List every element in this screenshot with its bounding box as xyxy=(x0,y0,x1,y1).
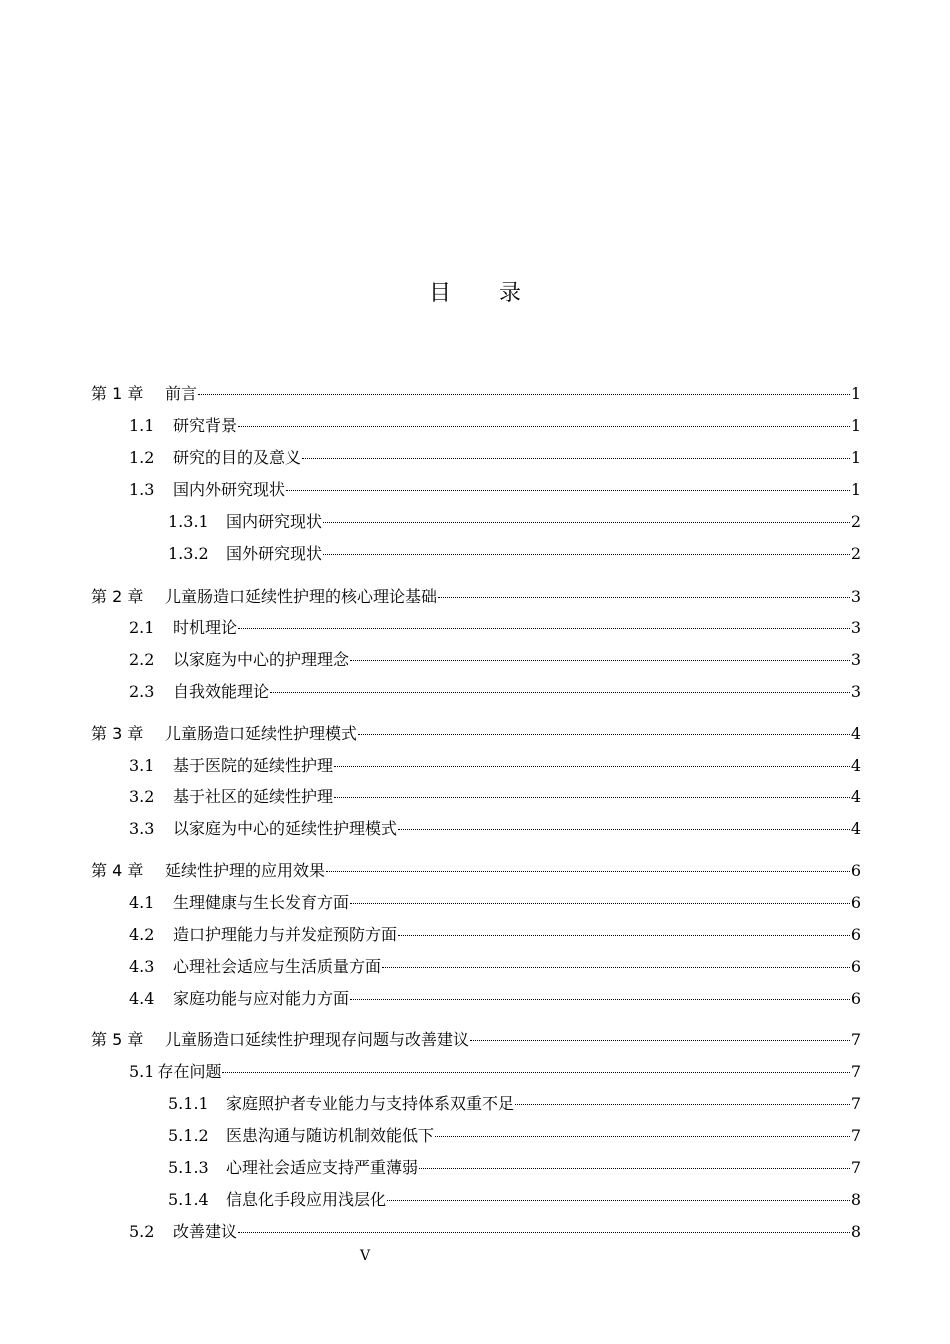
toc-entry-number: 4.4 xyxy=(129,989,155,1008)
toc-entry-number: 2.3 xyxy=(129,682,155,701)
toc-entry-title: 家庭照护者专业能力与支持体系双重不足 xyxy=(226,1094,515,1113)
dot-leader xyxy=(302,458,850,459)
toc-entry-number: 第 4 章 xyxy=(91,861,144,880)
toc-entry-number: 4.2 xyxy=(129,925,155,944)
dot-leader xyxy=(398,935,850,936)
toc-entry-number: 2.1 xyxy=(129,618,155,637)
toc-entry-page: 1 xyxy=(850,480,861,499)
toc-entry-title: 生理健康与生长发育方面 xyxy=(173,893,350,912)
toc-entry-page: 1 xyxy=(850,384,861,403)
toc-entry-number: 第 5 章 xyxy=(91,1030,144,1049)
toc-entry-title: 家庭功能与应对能力方面 xyxy=(173,989,350,1008)
toc-entry-page: 1 xyxy=(850,448,861,467)
page-number-footer: V xyxy=(359,1248,371,1264)
toc-entry-number: 5.1.3 xyxy=(168,1158,209,1177)
toc-entry-title: 国外研究现状 xyxy=(226,544,323,563)
toc-entry-number: 3.1 xyxy=(129,756,155,775)
toc-entry-ch3[interactable] xyxy=(91,722,861,746)
dot-leader xyxy=(435,1136,850,1137)
toc-entry-number: 3.3 xyxy=(129,819,155,838)
toc-entry-ch5[interactable] xyxy=(91,1028,861,1052)
toc-entry-title: 儿童肠造口延续性护理现存问题与改善建议 xyxy=(165,1030,470,1049)
toc-entry-title: 国内研究现状 xyxy=(226,512,323,531)
dot-leader xyxy=(398,829,850,830)
toc-entry-number: 1.2 xyxy=(129,448,155,467)
toc-entry-1-2[interactable] xyxy=(129,446,861,470)
toc-entry-5-1-4[interactable] xyxy=(168,1188,861,1212)
toc-entry-number: 5.1.4 xyxy=(168,1190,209,1209)
dot-leader xyxy=(238,628,850,629)
toc-entry-number: 5.2 xyxy=(129,1222,155,1241)
toc-entry-title: 研究的目的及意义 xyxy=(173,448,302,467)
toc-entry-number: 5.1 xyxy=(129,1062,155,1081)
toc-entry-page: 7 xyxy=(850,1030,861,1049)
toc-entry-number: 1.3.1 xyxy=(168,512,209,531)
dot-leader xyxy=(419,1168,850,1169)
toc-entry-title: 造口护理能力与并发症预防方面 xyxy=(173,925,398,944)
toc-entry-title: 延续性护理的应用效果 xyxy=(165,861,326,880)
toc-entry-title: 前言 xyxy=(165,384,198,403)
toc-entry-title: 基于医院的延续性护理 xyxy=(173,756,334,775)
toc-entry-page: 6 xyxy=(850,893,861,912)
toc-entry-title: 以家庭为中心的延续性护理模式 xyxy=(173,819,398,838)
toc-entry-ch4[interactable] xyxy=(91,859,861,883)
toc-entry-5-1-3[interactable] xyxy=(168,1156,861,1180)
toc-entry-1-3[interactable] xyxy=(129,478,861,502)
toc-entry-ch2[interactable] xyxy=(91,585,861,609)
dot-leader xyxy=(515,1104,850,1105)
toc-entry-title: 儿童肠造口延续性护理的核心理论基础 xyxy=(165,587,438,606)
toc-entry-page: 3 xyxy=(850,618,861,637)
toc-entry-4-2[interactable] xyxy=(129,923,861,947)
dot-leader xyxy=(326,871,850,872)
toc-heading-right: 录 xyxy=(499,281,522,306)
dot-leader xyxy=(222,1072,849,1073)
toc-entry-title: 医患沟通与随访机制效能低下 xyxy=(226,1126,435,1145)
toc-entry-4-3[interactable] xyxy=(129,955,861,979)
toc-entry-1-1[interactable] xyxy=(129,414,861,438)
toc-entry-page: 4 xyxy=(850,787,861,806)
dot-leader xyxy=(270,692,850,693)
toc-entry-page: 4 xyxy=(850,756,861,775)
toc-heading xyxy=(0,276,950,307)
toc-entry-page: 7 xyxy=(850,1126,861,1145)
toc-entry-page: 6 xyxy=(850,925,861,944)
toc-entry-5-1-2[interactable] xyxy=(168,1124,861,1148)
toc-entry-number: 5.1.1 xyxy=(168,1094,209,1113)
toc-entry-3-1[interactable] xyxy=(129,754,861,778)
toc-entry-title: 改善建议 xyxy=(173,1222,238,1241)
dot-leader xyxy=(350,903,850,904)
dot-leader xyxy=(238,426,850,427)
dot-leader xyxy=(358,734,850,735)
toc-entry-2-1[interactable] xyxy=(129,616,861,640)
toc-entry-1-3-1[interactable] xyxy=(168,510,861,534)
dot-leader xyxy=(438,597,850,598)
dot-leader xyxy=(470,1040,850,1041)
dot-leader xyxy=(323,554,850,555)
toc-entry-number: 1.1 xyxy=(129,416,155,435)
toc-entry-page: 4 xyxy=(850,724,861,743)
toc-entry-page: 2 xyxy=(850,512,861,531)
toc-entry-title: 心理社会适应与生活质量方面 xyxy=(173,957,382,976)
toc-entry-ch1[interactable] xyxy=(91,382,861,406)
toc-entry-5-2[interactable] xyxy=(129,1220,861,1244)
toc-entry-4-1[interactable] xyxy=(129,891,861,915)
toc-entry-title: 以家庭为中心的护理理念 xyxy=(173,650,350,669)
toc-entry-page: 7 xyxy=(850,1094,861,1113)
toc-entry-title: 信息化手段应用浅层化 xyxy=(226,1190,387,1209)
dot-leader xyxy=(323,522,850,523)
toc-entry-title: 基于社区的延续性护理 xyxy=(173,787,334,806)
dot-leader xyxy=(334,797,850,798)
toc-entry-page: 8 xyxy=(850,1222,861,1241)
dot-leader xyxy=(382,967,850,968)
toc-entry-2-3[interactable] xyxy=(129,680,861,704)
toc-entry-5-1-1[interactable] xyxy=(168,1092,861,1116)
toc-entry-5-1[interactable] xyxy=(129,1060,861,1084)
toc-entry-page: 6 xyxy=(850,957,861,976)
dot-leader xyxy=(350,660,850,661)
toc-heading-left: 目 xyxy=(428,281,451,306)
toc-entry-number: 3.2 xyxy=(129,787,155,806)
toc-entry-number: 1.3 xyxy=(129,480,155,499)
toc-entry-title: 自我效能理论 xyxy=(173,682,270,701)
toc-entry-page: 3 xyxy=(850,587,861,606)
toc-entry-title: 国内外研究现状 xyxy=(173,480,286,499)
toc-entry-title: 儿童肠造口延续性护理模式 xyxy=(165,724,358,743)
toc-entry-page: 3 xyxy=(850,650,861,669)
toc-entry-number: 第 2 章 xyxy=(91,587,144,606)
toc-entry-number: 4.1 xyxy=(129,893,155,912)
toc-entry-page: 4 xyxy=(850,819,861,838)
toc-entry-number: 第 3 章 xyxy=(91,724,144,743)
toc-entry-page: 6 xyxy=(850,989,861,1008)
toc-entry-page: 1 xyxy=(850,416,861,435)
dot-leader xyxy=(238,1232,850,1233)
toc-entry-3-3[interactable] xyxy=(129,817,861,841)
toc-entry-1-3-2[interactable] xyxy=(168,542,861,566)
toc-entry-page: 8 xyxy=(850,1190,861,1209)
toc-entry-page: 7 xyxy=(850,1158,861,1177)
toc-entry-number: 第 1 章 xyxy=(91,384,144,403)
toc-entry-page: 6 xyxy=(850,861,861,880)
toc-entry-number: 4.3 xyxy=(129,957,155,976)
dot-leader xyxy=(334,766,850,767)
dot-leader xyxy=(350,999,850,1000)
toc-entry-page: 2 xyxy=(850,544,861,563)
dot-leader xyxy=(387,1200,850,1201)
dot-leader xyxy=(286,490,850,491)
dot-leader xyxy=(198,394,850,395)
toc-entry-title: 心理社会适应支持严重薄弱 xyxy=(226,1158,419,1177)
toc-entry-number: 1.3.2 xyxy=(168,544,209,563)
toc-entry-3-2[interactable] xyxy=(129,785,861,809)
toc-entry-page: 3 xyxy=(850,682,861,701)
toc-entry-page: 7 xyxy=(850,1062,861,1081)
toc-entry-title: 存在问题 xyxy=(157,1062,222,1081)
toc-entry-4-4[interactable] xyxy=(129,987,861,1011)
toc-entry-title: 研究背景 xyxy=(173,416,238,435)
toc-entry-number: 5.1.2 xyxy=(168,1126,209,1145)
toc-entry-2-2[interactable] xyxy=(129,648,861,672)
toc-entry-number: 2.2 xyxy=(129,650,155,669)
toc-entry-title: 时机理论 xyxy=(173,618,238,637)
